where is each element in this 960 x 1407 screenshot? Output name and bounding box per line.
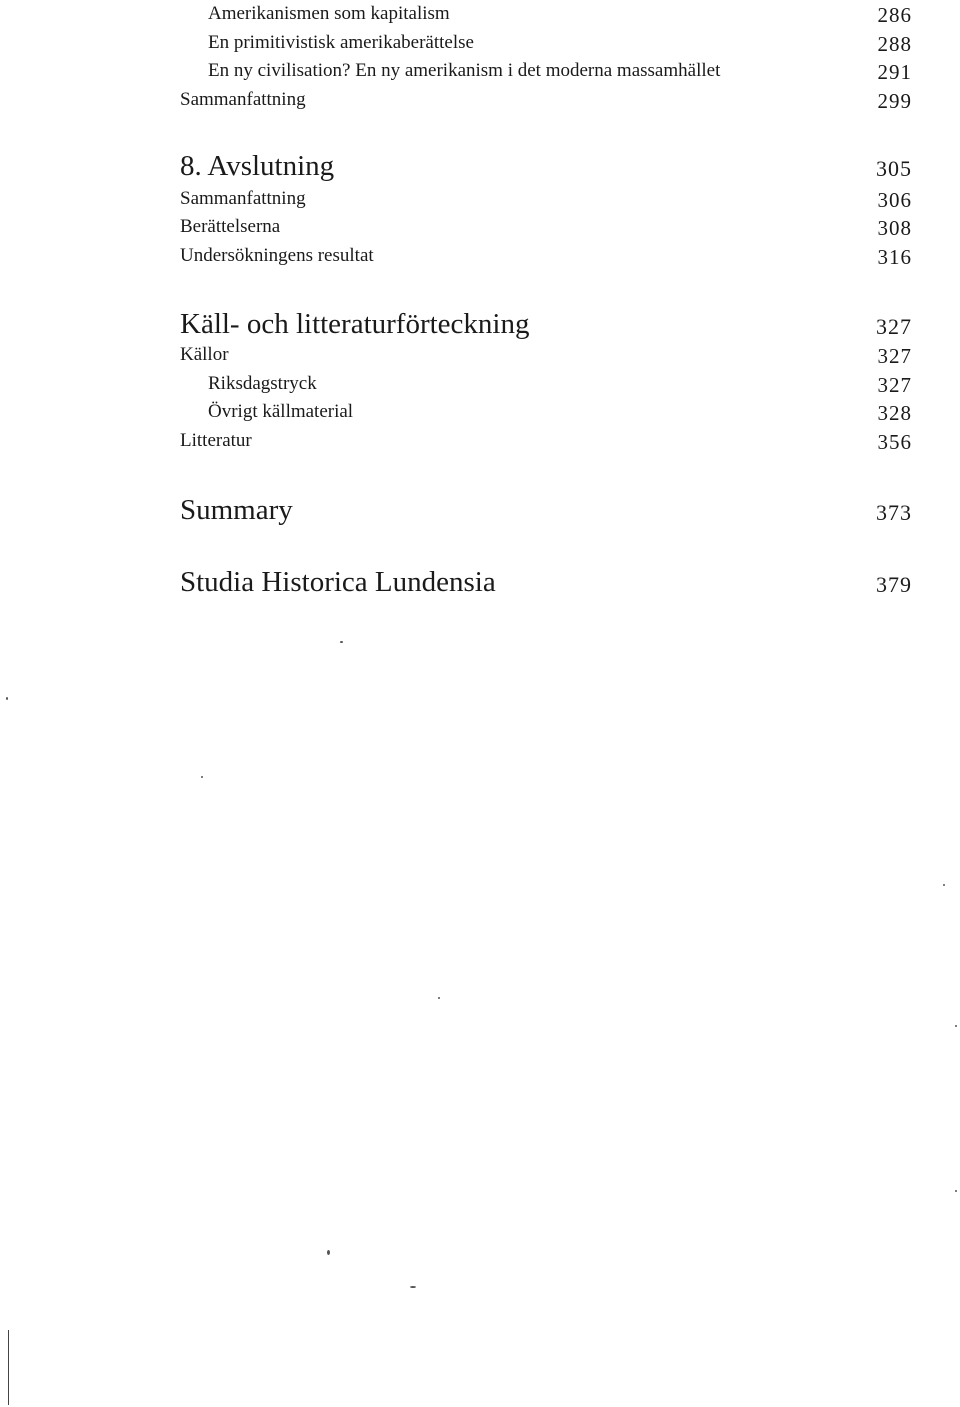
toc-entry xyxy=(0,3,960,33)
toc-chapter-heading xyxy=(0,150,960,180)
toc-entry xyxy=(0,245,960,275)
toc-entry xyxy=(0,32,960,62)
toc-entry-page: 316 xyxy=(877,245,912,269)
toc-entry xyxy=(0,60,960,90)
toc-entry-label: Källor xyxy=(180,344,229,365)
toc-entry xyxy=(0,401,960,431)
toc-entry xyxy=(0,344,960,374)
toc-entry xyxy=(0,188,960,218)
toc-entry-label: Undersökningens resultat xyxy=(180,245,374,266)
toc-entry-label: Övrigt källmaterial xyxy=(208,401,354,422)
toc-chapter-heading xyxy=(0,566,960,596)
toc-entry-page: 299 xyxy=(877,89,912,113)
scan-speck xyxy=(327,1250,330,1255)
toc-chapter-page: 373 xyxy=(876,500,912,525)
toc-entry-label: En ny civilisation? En ny amerikanism i det moderna massamhället xyxy=(208,60,721,81)
toc-entry-page: 291 xyxy=(877,60,912,84)
toc-chapter-heading xyxy=(0,494,960,524)
scan-speck xyxy=(438,997,440,999)
toc-chapter-label: Käll- och litteraturförteckning xyxy=(180,308,530,340)
toc-entry-label: Riksdagstryck xyxy=(208,373,317,394)
toc-entry-label: Sammanfattning xyxy=(180,89,306,110)
toc-chapter-page: 327 xyxy=(876,314,912,339)
scan-speck xyxy=(410,1286,416,1288)
scan-speck xyxy=(955,1190,957,1192)
toc-entry xyxy=(0,430,960,460)
toc-chapter-heading xyxy=(0,308,960,338)
toc-entry-page: 288 xyxy=(877,32,912,56)
scan-speck xyxy=(340,641,343,643)
toc-entry-label: Sammanfattning xyxy=(180,188,306,209)
toc-entry-page: 327 xyxy=(877,344,912,368)
toc-entry-label: Litteratur xyxy=(180,430,252,451)
toc-entry xyxy=(0,216,960,246)
toc-entry xyxy=(0,89,960,119)
toc-entry-label: Amerikanismen som kapitalism xyxy=(208,3,450,24)
toc-chapter-page: 305 xyxy=(876,156,912,181)
toc-entry-page: 356 xyxy=(877,430,912,454)
toc-entry-page: 286 xyxy=(877,3,912,27)
toc-chapter-page: 379 xyxy=(876,572,912,597)
toc-entry-page: 328 xyxy=(877,401,912,425)
toc-entry-page: 327 xyxy=(877,373,912,397)
toc-entry-label: Berättelserna xyxy=(180,216,281,237)
scan-speck xyxy=(6,697,8,700)
toc-entry-label: En primitivistisk amerikaberättelse xyxy=(208,32,474,53)
toc-entry-page: 308 xyxy=(877,216,912,240)
toc-entry xyxy=(0,373,960,403)
scan-speck xyxy=(943,884,945,886)
scan-speck xyxy=(955,1025,957,1027)
toc-chapter-label: 8. Avslutning xyxy=(180,150,335,182)
toc-entry-page: 306 xyxy=(877,188,912,212)
scan-edge-line xyxy=(8,1330,9,1405)
scan-speck xyxy=(201,776,203,778)
toc-chapter-label: Studia Historica Lundensia xyxy=(180,566,496,598)
toc-chapter-label: Summary xyxy=(180,494,293,526)
